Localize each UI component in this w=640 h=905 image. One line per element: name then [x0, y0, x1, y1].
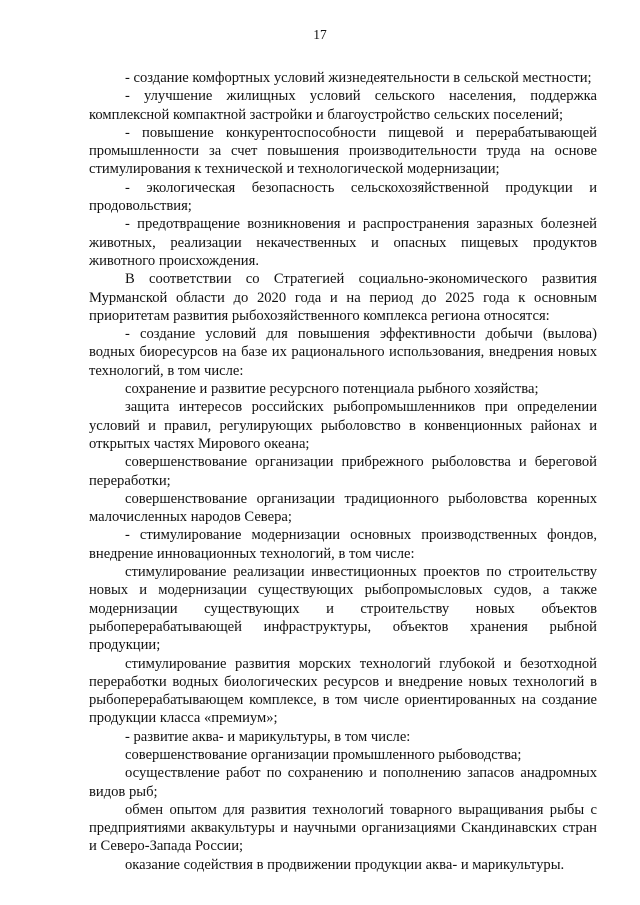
paragraph-1: - создание комфортных условий жизнедеятельности в сельской местности; [125, 70, 592, 86]
paragraph-17: осуществление работ по сохранению и пополнению запасов анадромных видов рыб; [89, 765, 597, 800]
paragraph-15: - развитие аква- и марикультуры, в том числе: [125, 728, 411, 745]
paragraph-10: совершенствование организации прибрежного рыболовства и береговой переработки; [89, 454, 597, 489]
paragraph-7: - создание условий для повышения эффективности добычи (вылова) водных биоресурсов на базе их рационального использования, внедрения новых технологий, в том числе: [89, 326, 597, 379]
paragraph-19: оказание содействия в продвижении продукции аква- и марикультуры. [125, 856, 565, 873]
paragraph-11: совершенствование организации традиционного рыболовства коренных малочисленных народов Севера; [89, 490, 597, 526]
paragraph-12: - стимулирование модернизации основных производственных фондов, внедрение инновационных технологий, в том числе: [89, 527, 597, 562]
paragraph-8: сохранение и развитие ресурсного потенциала рыбного хозяйства; [125, 381, 539, 398]
paragraph-2: - улучшение жилищных условий сельского населения, поддержка комплексной компактной застройки и благоустройство сельских поселений; [89, 88, 597, 123]
paragraph-14: стимулирование развития морских технологий глубокой и безотходной переработки водных биологических ресурсов и внедрение новых технологий в рыбоперерабатывающем комплексе, в том числе ориентированных на создание продукции класса «премиум»; [89, 655, 597, 727]
paragraph-18: обмен опытом для развития технологий товарного выращивания рыбы с предприятиями аквакультуры и научными организациями Скандинавских стран и Северо-Запада России; [89, 801, 597, 855]
paragraph-9: защита интересов российских рыбопромышленников при определении условий и правил, регулирующих рыболовство в конвенционных районах и открытых частях Мирового океана; [89, 399, 597, 452]
body-text [89, 69, 597, 874]
paragraph-6: В соответствии со Стратегией социально-экономического развития Мурманской области до 2020 года и на период до 2025 года к основным приоритетам развития рыбохозяйственного комплекса региона относятся: [89, 271, 597, 324]
paragraph-5: - предотвращение возникновения и распространения заразных болезней животных, реализации некачественных и опасных пищевых продуктов животного происхождения. [89, 216, 597, 269]
paragraph-16: совершенствование организации промышленного рыбоводства; [125, 746, 522, 763]
page-number: 17 [313, 27, 327, 42]
paragraph-3: - повышение конкурентоспособности пищевой и перерабатывающей промышленности за счет повышения производительности труда на основе стимулирования к технической и технологической модернизации; [89, 124, 597, 178]
paragraph-4: - экологическая безопасность сельскохозяйственной продукции и продовольствия; [89, 179, 597, 215]
paragraph-13: стимулирование реализации инвестиционных проектов по строительству новых и модернизации существующих рыбопромысловых судов, а также модернизации существующих и строительству новых объектов рыбоперерабатывающей инфраструктуры, объектов хранения рыбной продукции; [89, 564, 597, 654]
